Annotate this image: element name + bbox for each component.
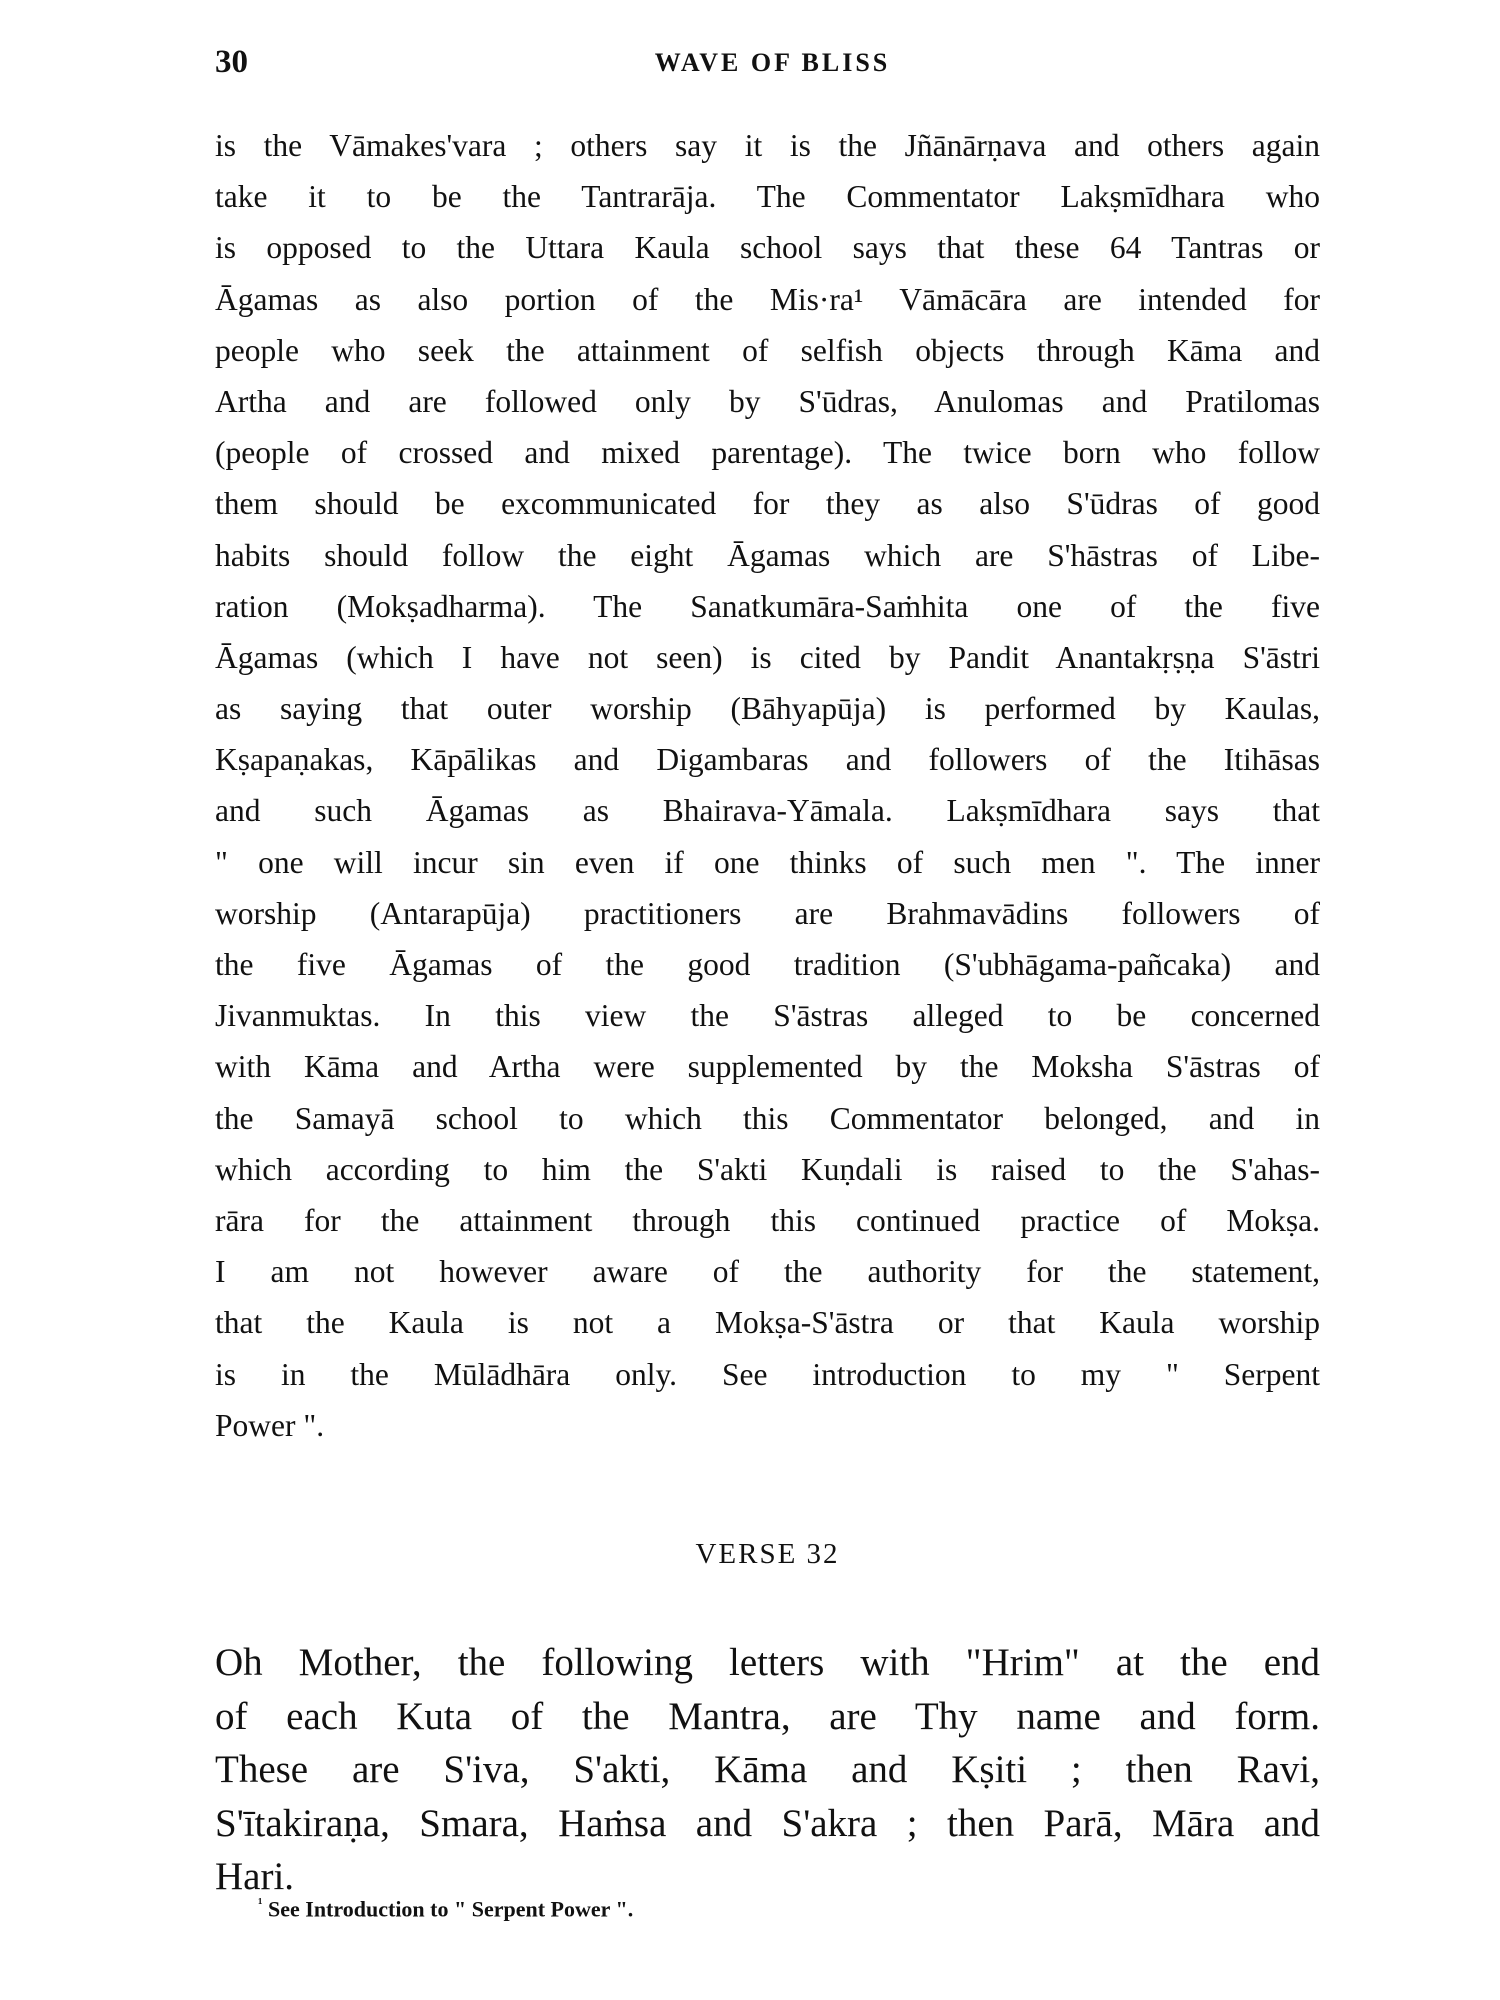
verse-text — [215, 1636, 1320, 1904]
verse-heading: VERSE 32 — [695, 1538, 840, 1570]
commentary-line: Jivanmuktas. In this view the S'āstras alleged to be concerned — [215, 998, 1320, 1034]
running-head — [215, 44, 1320, 84]
commentary-line: " one will incur sin even if one thinks of such men ". The inner — [215, 844, 1320, 880]
commentary-line: Kṣapaṇakas, Kāpālikas and Digambaras and followers of the Itihāsas — [215, 742, 1320, 778]
footnote-marker: ¹ — [258, 1896, 263, 1912]
commentary-line: Artha and are followed only by S'ūdras, Anulomas and Pratilomas — [215, 383, 1320, 419]
commentary-line: take it to be the Tantrarāja. The Commentator Lakṣmīdhara who — [215, 179, 1320, 215]
commentary-line: and such Āgamas as Bhairava-Yāmala. Lakṣmīdhara says that — [215, 793, 1320, 829]
commentary-paragraph — [215, 120, 1320, 1451]
commentary-line: I am not however aware of the authority for the statement, — [215, 1254, 1320, 1290]
commentary-line: Āgamas (which I have not seen) is cited by Pandit Anantakṛṣṇa S'āstri — [215, 639, 1320, 675]
commentary-line: is the Vāmakes'vara ; others say it is the Jñānārṇava and others again — [215, 128, 1320, 163]
commentary-line: is in the Mūlādhāra only. See introduction to my " Serpent — [215, 1356, 1320, 1392]
verse-line: These are S'iva, S'akti, Kāma and Kṣiti ; then Ravi, — [215, 1748, 1320, 1791]
verse-line: of each Kuta of the Mantra, are Thy name and form. — [215, 1694, 1320, 1738]
commentary-line: with Kāma and Artha were supplemented by the Moksha S'āstras of — [215, 1049, 1320, 1085]
commentary-line: as saying that outer worship (Bāhyapūja) is performed by Kaulas, — [215, 691, 1320, 727]
commentary-line: Power ". — [215, 1407, 325, 1443]
commentary-line: is opposed to the Uttara Kaula school says that these 64 Tantras or — [215, 230, 1320, 266]
commentary-line: worship (Antarapūja) practitioners are Brahmavādins followers of — [215, 895, 1320, 931]
commentary-line: them should be excommunicated for they as also S'ūdras of good — [215, 486, 1320, 522]
commentary-line: that the Kaula is not a Mokṣa-S'āstra or that Kaula worship — [215, 1305, 1320, 1341]
verse-line: Oh Mother, the following letters with "Hrim" at the end — [215, 1641, 1320, 1684]
commentary-line: the five Āgamas of the good tradition (S'ubhāgama-pañcaka) and — [215, 947, 1320, 982]
commentary-line: rāra for the attainment through this continued practice of Mokṣa. — [215, 1202, 1320, 1238]
commentary-line: ration (Mokṣadharma). The Sanatkumāra-Saṁhita one of the five — [215, 588, 1320, 624]
commentary-line: people who seek the attainment of selfish objects through Kāma and — [215, 332, 1320, 368]
page-number: 30 — [215, 44, 248, 80]
commentary-line: the Samayā school to which this Commentator belonged, and in — [215, 1100, 1320, 1136]
commentary-line: habits should follow the eight Āgamas which are S'hāstras of Libe- — [215, 537, 1320, 573]
commentary-line: (people of crossed and mixed parentage). The twice born who follow — [215, 435, 1320, 471]
running-title: WAVE OF BLISS — [654, 48, 891, 77]
verse-line: S'ītakiraṇa, Smara, Haṁsa and S'akra ; then Parā, Māra and — [215, 1801, 1320, 1845]
verse-line: Hari. — [215, 1855, 295, 1898]
footnote-text: See Introduction to " Serpent Power ". — [268, 1896, 634, 1922]
commentary-line: Āgamas as also portion of the Mis·ra¹ Vāmācāra are intended for — [215, 281, 1320, 317]
footnote — [258, 1896, 633, 1922]
commentary-line: which according to him the S'akti Kuṇdali is raised to the S'ahas- — [215, 1151, 1320, 1187]
